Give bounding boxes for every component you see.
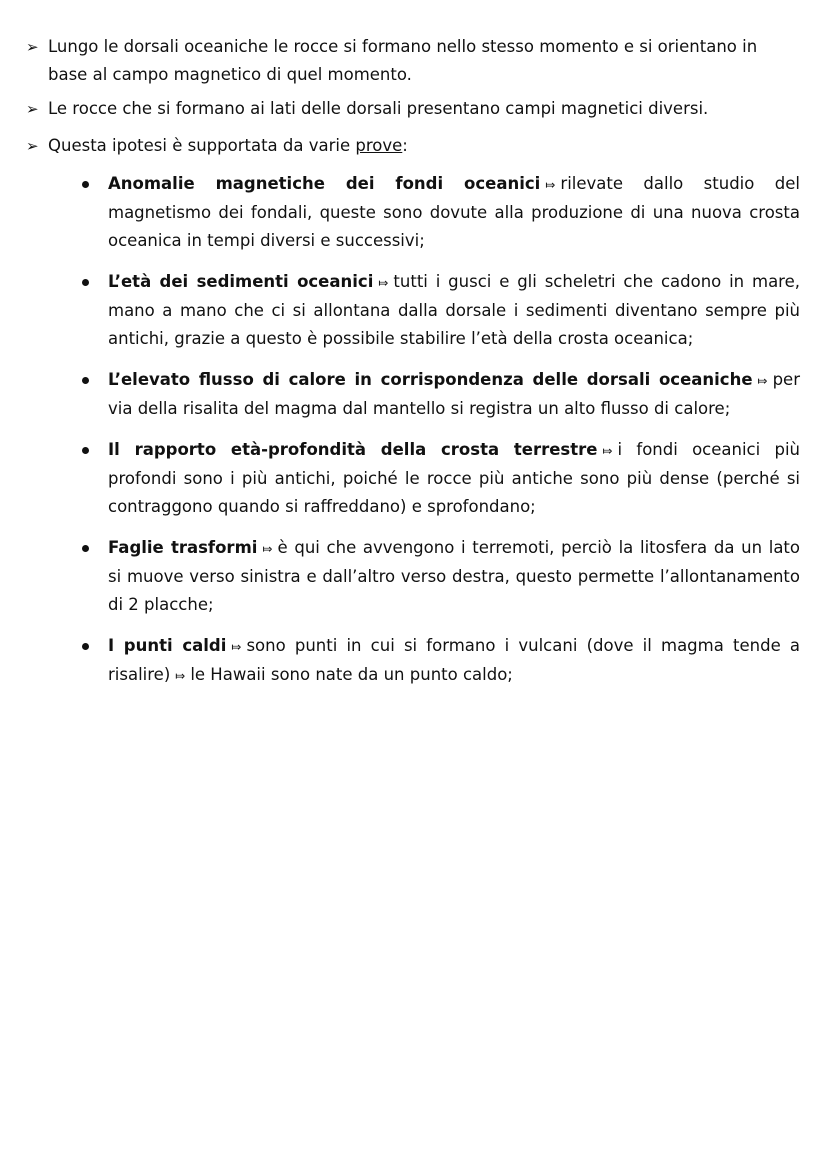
- mapsto-arrow-icon: ⤇: [231, 640, 242, 654]
- proof-item-body: [108, 436, 800, 521]
- proof-text: rilevate dallo studio del magnetismo dei fondali, queste sono dovute alla produzione di una nuova crosta oceanica in tempi diversi e successivi;: [108, 174, 800, 250]
- proof-item-2: [82, 268, 800, 353]
- mapsto-arrow-icon: ⤇: [378, 276, 389, 290]
- arrow-item-text: Le rocce che si formano ai lati delle dorsali presentano campi magnetici diversi.: [48, 99, 709, 118]
- mapsto-arrow-icon: ⤇: [602, 444, 613, 458]
- arrow-bullet-icon: ➢: [26, 38, 39, 56]
- proofs-list: [82, 170, 800, 703]
- arrow-item-text: Lungo le dorsali oceaniche le rocce si formano nello stesso momento e si orientano in base al campo magnetico di quel momento.: [48, 37, 758, 84]
- proof-title: L’elevato flusso di calore in corrispondenza delle dorsali oceaniche: [108, 370, 753, 389]
- arrow-bullet-icon: ➢: [26, 100, 39, 118]
- proof-item-body: [108, 366, 800, 423]
- proof-title: Anomalie magnetiche dei fondi oceanici: [108, 174, 541, 193]
- proof-item-3: [82, 366, 800, 423]
- bullet-dot-icon: [82, 534, 108, 552]
- arrow-item-text-before: Questa ipotesi è supportata da varie: [48, 136, 356, 155]
- proof-item-4: [82, 436, 800, 521]
- proof-text: per via della risalita del magma dal mantello si registra un alto flusso di calore;: [108, 370, 800, 418]
- proof-item-6: [82, 632, 800, 690]
- arrow-item-text: [48, 132, 801, 160]
- proof-item-body: [108, 632, 800, 690]
- proof-text: sono punti in cui si formano i vulcani (dove il magma tende a risalire): [108, 636, 800, 684]
- bullet-dot-icon: [82, 366, 108, 384]
- proof-item-1: [82, 170, 800, 255]
- arrow-bullet-icon: ➢: [26, 137, 39, 155]
- proof-text: i fondi oceanici più profondi sono i più antichi, poiché le rocce più antiche sono più dense (perché si contraggono quando si raffreddano) e sprofondano;: [108, 440, 800, 516]
- proof-title: L’età dei sedimenti oceanici: [108, 272, 374, 291]
- proof-text-continued: le Hawaii sono nate da un punto caldo;: [190, 665, 513, 684]
- arrow-item-1: [26, 33, 801, 89]
- proof-text: tutti i gusci e gli scheletri che cadono in mare, mano a mano che ci si allontana dalla dorsale i sedimenti diventano sempre più antichi, grazie a questo è possibile stabilire l’età della crosta oceanica;: [108, 272, 800, 348]
- mapsto-arrow-icon: ⤇: [545, 178, 556, 192]
- bullet-dot-icon: [82, 436, 108, 454]
- proof-title: Faglie trasformi: [108, 538, 258, 557]
- arrow-item-3: [26, 132, 801, 160]
- proof-item-5: [82, 534, 800, 619]
- bullet-dot-icon: [82, 170, 108, 188]
- arrow-item-2: [26, 95, 801, 123]
- proof-title: I punti caldi: [108, 636, 227, 655]
- proof-title: Il rapporto età-profondità della crosta terrestre: [108, 440, 598, 459]
- arrow-item-text-after: :: [402, 136, 408, 155]
- mapsto-arrow-icon: ⤇: [175, 669, 186, 683]
- underlined-word: prove: [355, 136, 403, 155]
- bullet-dot-icon: [82, 632, 108, 650]
- mapsto-arrow-icon: ⤇: [757, 374, 768, 388]
- bullet-dot-icon: [82, 268, 108, 286]
- mapsto-arrow-icon: ⤇: [262, 542, 273, 556]
- proof-text: è qui che avvengono i terremoti, perciò la litosfera da un lato si muove verso sinistra e dall’altro verso destra, questo permette l’allontanamento di 2 placche;: [108, 538, 800, 614]
- proof-item-body: [108, 170, 800, 255]
- proof-item-body: [108, 268, 800, 353]
- proof-item-body: [108, 534, 800, 619]
